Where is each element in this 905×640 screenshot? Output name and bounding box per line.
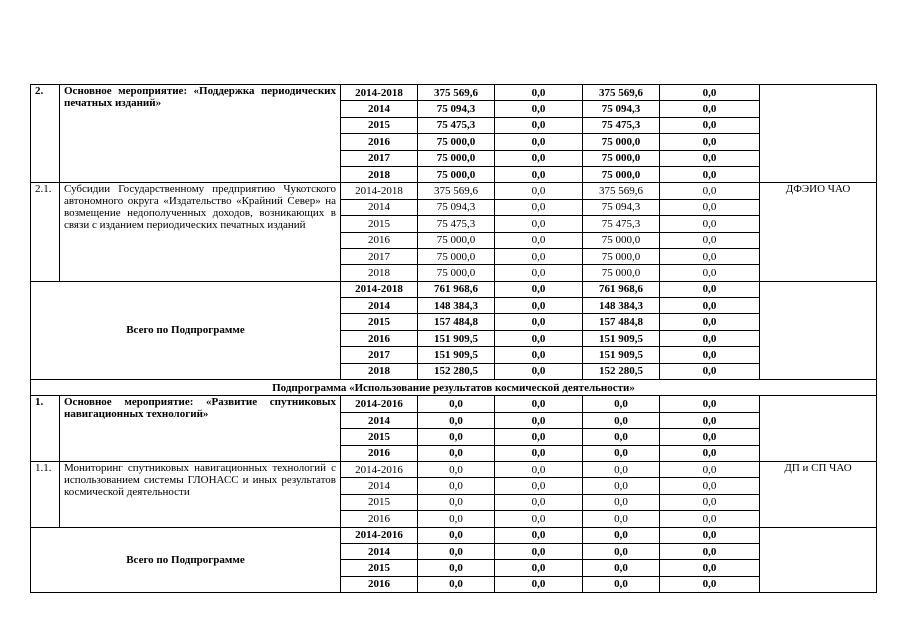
total-cell: 151 909,5 <box>418 330 495 346</box>
column-cell: 0,0 <box>495 347 583 363</box>
year-cell: 2014 <box>341 199 418 215</box>
column-cell: 0,0 <box>495 85 583 101</box>
total-cell: 375 569,6 <box>418 183 495 199</box>
column-cell: 75 000,0 <box>583 166 660 182</box>
year-cell: 2018 <box>341 166 418 182</box>
column-cell: 0,0 <box>660 347 760 363</box>
year-cell: 2016 <box>341 134 418 150</box>
year-cell: 2014 <box>341 412 418 428</box>
column-cell: 0,0 <box>660 396 760 412</box>
column-cell: 0,0 <box>495 478 583 494</box>
total-cell: 0,0 <box>418 396 495 412</box>
column-cell: 0,0 <box>660 248 760 264</box>
year-cell: 2015 <box>341 494 418 510</box>
column-cell: 75 000,0 <box>583 248 660 264</box>
column-cell: 0,0 <box>660 314 760 330</box>
row-number: 2.1. <box>31 183 60 281</box>
total-cell: 75 475,3 <box>418 216 495 232</box>
total-cell: 0,0 <box>418 461 495 477</box>
total-cell: 75 000,0 <box>418 150 495 166</box>
year-cell: 2014-2016 <box>341 396 418 412</box>
year-cell: 2014 <box>341 478 418 494</box>
column-cell: 0,0 <box>660 134 760 150</box>
activity-name: Основное мероприятие: «Развитие спутниковых навигационных технологий» <box>60 396 341 462</box>
column-cell: 0,0 <box>583 576 660 592</box>
column-cell: 0,0 <box>660 166 760 182</box>
column-cell: 0,0 <box>495 363 583 379</box>
column-cell: 0,0 <box>660 265 760 281</box>
year-cell: 2014-2018 <box>341 281 418 297</box>
total-cell: 0,0 <box>418 445 495 461</box>
subprogram-header-row <box>31 380 877 396</box>
year-cell: 2015 <box>341 314 418 330</box>
total-cell: 75 475,3 <box>418 117 495 133</box>
column-cell: 0,0 <box>495 412 583 428</box>
executor-cell <box>760 527 877 593</box>
column-cell: 0,0 <box>495 281 583 297</box>
total-cell: 75 094,3 <box>418 101 495 117</box>
column-cell: 0,0 <box>660 117 760 133</box>
activity-name: Мониторинг спутниковых навигационных технологий с использованием системы ГЛОНАСС и иных результатов космической деятельности <box>60 461 341 527</box>
column-cell: 0,0 <box>495 134 583 150</box>
column-cell: 0,0 <box>583 429 660 445</box>
column-cell: 0,0 <box>495 117 583 133</box>
column-cell: 0,0 <box>495 183 583 199</box>
column-cell: 0,0 <box>495 314 583 330</box>
table-row <box>31 461 877 477</box>
year-cell: 2016 <box>341 330 418 346</box>
column-cell: 0,0 <box>660 232 760 248</box>
column-cell: 0,0 <box>660 478 760 494</box>
total-cell: 0,0 <box>418 412 495 428</box>
total-cell: 75 000,0 <box>418 232 495 248</box>
year-cell: 2016 <box>341 445 418 461</box>
table-row <box>31 396 877 412</box>
column-cell: 0,0 <box>495 576 583 592</box>
executor-cell <box>760 281 877 379</box>
executor-cell: ДП и СП ЧАО <box>760 461 877 527</box>
total-cell: 75 000,0 <box>418 265 495 281</box>
year-cell: 2015 <box>341 216 418 232</box>
total-cell: 0,0 <box>418 478 495 494</box>
total-cell: 75 094,3 <box>418 199 495 215</box>
subprogram-total-label: Всего по Подпрограмме <box>31 527 341 593</box>
budget-table <box>30 84 877 593</box>
subprogram-total-label: Всего по Подпрограмме <box>31 281 341 379</box>
column-cell: 0,0 <box>495 543 583 559</box>
total-cell: 75 000,0 <box>418 166 495 182</box>
year-cell: 2014 <box>341 298 418 314</box>
column-cell: 0,0 <box>495 298 583 314</box>
column-cell: 0,0 <box>660 85 760 101</box>
column-cell: 0,0 <box>583 396 660 412</box>
column-cell: 0,0 <box>660 150 760 166</box>
total-cell: 0,0 <box>418 494 495 510</box>
row-number: 1. <box>31 396 60 462</box>
column-cell: 0,0 <box>583 511 660 527</box>
year-cell: 2017 <box>341 248 418 264</box>
column-cell: 0,0 <box>583 527 660 543</box>
activity-name: Субсидии Государственному предприятию Чукотского автономного округа «Издательство «Крайний Север» на возмещение недополученных доходов, возникающих в связи с изданием периодических печатных изданий <box>60 183 341 281</box>
total-cell: 0,0 <box>418 560 495 576</box>
year-cell: 2015 <box>341 429 418 445</box>
year-cell: 2016 <box>341 232 418 248</box>
column-cell: 75 000,0 <box>583 134 660 150</box>
row-number: 1.1. <box>31 461 60 527</box>
column-cell: 0,0 <box>583 478 660 494</box>
column-cell: 0,0 <box>583 560 660 576</box>
column-cell: 0,0 <box>495 248 583 264</box>
year-cell: 2015 <box>341 560 418 576</box>
column-cell: 75 475,3 <box>583 117 660 133</box>
column-cell: 75 475,3 <box>583 216 660 232</box>
total-cell: 75 000,0 <box>418 248 495 264</box>
year-cell: 2014 <box>341 543 418 559</box>
year-cell: 2018 <box>341 363 418 379</box>
year-cell: 2015 <box>341 117 418 133</box>
total-cell: 375 569,6 <box>418 85 495 101</box>
year-cell: 2016 <box>341 576 418 592</box>
column-cell: 0,0 <box>660 412 760 428</box>
executor-cell <box>760 396 877 462</box>
year-cell: 2018 <box>341 265 418 281</box>
column-cell: 0,0 <box>495 560 583 576</box>
total-cell: 0,0 <box>418 576 495 592</box>
column-cell: 0,0 <box>495 494 583 510</box>
column-cell: 0,0 <box>583 494 660 510</box>
executor-cell <box>760 85 877 183</box>
column-cell: 0,0 <box>495 429 583 445</box>
total-cell: 0,0 <box>418 543 495 559</box>
year-cell: 2014 <box>341 101 418 117</box>
column-cell: 0,0 <box>583 445 660 461</box>
year-cell: 2014-2016 <box>341 461 418 477</box>
column-cell: 0,0 <box>660 511 760 527</box>
row-number: 2. <box>31 85 60 183</box>
total-cell: 75 000,0 <box>418 134 495 150</box>
column-cell: 0,0 <box>495 445 583 461</box>
column-cell: 0,0 <box>495 527 583 543</box>
column-cell: 0,0 <box>660 527 760 543</box>
column-cell: 148 384,3 <box>583 298 660 314</box>
total-cell: 157 484,8 <box>418 314 495 330</box>
column-cell: 0,0 <box>660 183 760 199</box>
column-cell: 0,0 <box>583 412 660 428</box>
column-cell: 0,0 <box>495 396 583 412</box>
total-cell: 0,0 <box>418 511 495 527</box>
table-row <box>31 183 877 199</box>
column-cell: 0,0 <box>660 543 760 559</box>
column-cell: 761 968,6 <box>583 281 660 297</box>
year-cell: 2017 <box>341 347 418 363</box>
column-cell: 0,0 <box>660 445 760 461</box>
column-cell: 0,0 <box>495 101 583 117</box>
year-cell: 2014-2018 <box>341 85 418 101</box>
column-cell: 151 909,5 <box>583 330 660 346</box>
column-cell: 0,0 <box>495 166 583 182</box>
activity-name: Основное мероприятие: «Поддержка периодических печатных изданий» <box>60 85 341 183</box>
total-cell: 0,0 <box>418 527 495 543</box>
year-cell: 2014-2018 <box>341 183 418 199</box>
column-cell: 0,0 <box>660 461 760 477</box>
column-cell: 0,0 <box>660 363 760 379</box>
year-cell: 2016 <box>341 511 418 527</box>
column-cell: 0,0 <box>495 330 583 346</box>
column-cell: 0,0 <box>660 560 760 576</box>
column-cell: 0,0 <box>660 298 760 314</box>
column-cell: 0,0 <box>495 199 583 215</box>
column-cell: 75 094,3 <box>583 101 660 117</box>
column-cell: 0,0 <box>495 216 583 232</box>
column-cell: 0,0 <box>495 265 583 281</box>
column-cell: 0,0 <box>660 494 760 510</box>
table-row <box>31 527 877 543</box>
column-cell: 375 569,6 <box>583 183 660 199</box>
column-cell: 0,0 <box>660 576 760 592</box>
column-cell: 75 000,0 <box>583 232 660 248</box>
executor-cell: ДФЭИО ЧАО <box>760 183 877 281</box>
total-cell: 152 280,5 <box>418 363 495 379</box>
total-cell: 148 384,3 <box>418 298 495 314</box>
total-cell: 0,0 <box>418 429 495 445</box>
column-cell: 0,0 <box>495 150 583 166</box>
column-cell: 75 000,0 <box>583 150 660 166</box>
column-cell: 75 000,0 <box>583 265 660 281</box>
table-row <box>31 281 877 297</box>
subprogram-title: Подпрограмма «Использование результатов космической деятельности» <box>31 380 877 396</box>
year-cell: 2014-2016 <box>341 527 418 543</box>
column-cell: 0,0 <box>495 511 583 527</box>
column-cell: 152 280,5 <box>583 363 660 379</box>
total-cell: 761 968,6 <box>418 281 495 297</box>
column-cell: 151 909,5 <box>583 347 660 363</box>
column-cell: 0,0 <box>660 429 760 445</box>
column-cell: 0,0 <box>583 461 660 477</box>
column-cell: 75 094,3 <box>583 199 660 215</box>
column-cell: 0,0 <box>660 216 760 232</box>
column-cell: 0,0 <box>660 330 760 346</box>
column-cell: 375 569,6 <box>583 85 660 101</box>
column-cell: 0,0 <box>583 543 660 559</box>
column-cell: 0,0 <box>495 232 583 248</box>
total-cell: 151 909,5 <box>418 347 495 363</box>
column-cell: 0,0 <box>660 101 760 117</box>
column-cell: 0,0 <box>495 461 583 477</box>
year-cell: 2017 <box>341 150 418 166</box>
column-cell: 0,0 <box>660 199 760 215</box>
column-cell: 0,0 <box>660 281 760 297</box>
column-cell: 157 484,8 <box>583 314 660 330</box>
table-row <box>31 85 877 101</box>
